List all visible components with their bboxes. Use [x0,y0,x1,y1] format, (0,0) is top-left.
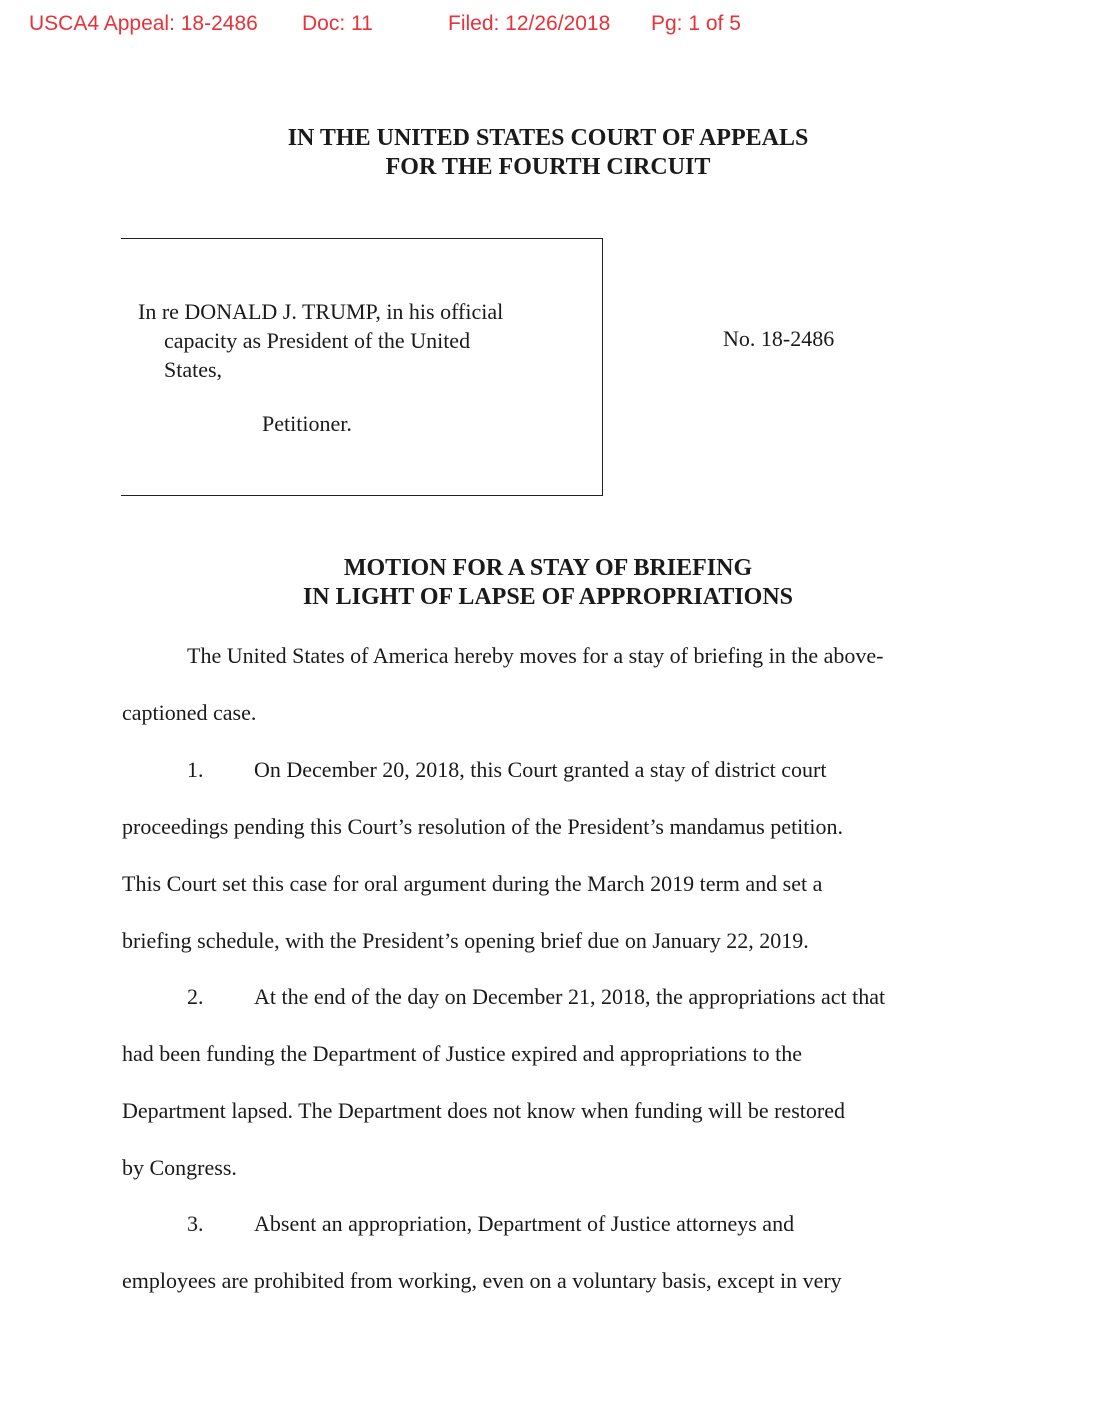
paragraph-3-number: 3. [187,1211,204,1236]
paragraph-3-line-1: Absent an appropriation, Department of Justice attorneys and [254,1211,795,1236]
paragraph-2-line-3: Department lapsed. The Department does not know when funding will be restored [122,1098,845,1123]
intro-line-2: captioned case. [122,700,257,725]
paragraph-2-number: 2. [187,984,204,1009]
party-line-1: In re DONALD J. TRUMP, in his official [138,299,504,324]
paragraph-1-line-1: On December 20, 2018, this Court granted a stay of district court [254,757,827,782]
motion-title-line-1: MOTION FOR A STAY OF BRIEFING [343,555,753,581]
paragraph-2-line-2: had been funding the Department of Justice expired and appropriations to the [122,1041,802,1066]
page-indicator: Pg: 1 of 5 [651,12,741,35]
court-title-line-2: FOR THE FOURTH CIRCUIT [385,154,711,180]
party-role: Petitioner. [262,411,352,436]
filed-date: Filed: 12/26/2018 [448,12,611,35]
filing-header [0,12,1096,42]
court-title-line-1: IN THE UNITED STATES COURT OF APPEALS [287,125,809,151]
document-number: Doc: 11 [302,12,373,35]
paragraph-1-line-3: This Court set this case for oral argument during the March 2019 term and set a [122,871,823,896]
docket-number: No. 18-2486 [723,326,835,351]
paragraph-1-line-2: proceedings pending this Court’s resolution of the President’s mandamus petition. [122,814,844,839]
paragraph-1-line-4: briefing schedule, with the President’s opening brief due on January 22, 2019. [122,928,809,953]
paragraph-3-line-2: employees are prohibited from working, even on a voluntary basis, except in very [122,1268,842,1293]
motion-title-line-2: IN LIGHT OF LAPSE OF APPROPRIATIONS [302,584,794,610]
paragraph-2-line-1: At the end of the day on December 21, 2018, the appropriations act that [254,984,886,1009]
paragraph-1-number: 1. [187,757,204,782]
appeal-number: USCA4 Appeal: 18-2486 [29,12,258,35]
paragraph-2-line-4: by Congress. [122,1155,237,1180]
intro-line-1: The United States of America hereby moves for a stay of briefing in the above- [187,643,884,668]
court-title [0,124,1096,182]
party-line-2: capacity as President of the United [164,328,471,353]
motion-title [0,554,1096,612]
party-name [138,297,578,384]
party-line-3: States, [164,357,223,382]
